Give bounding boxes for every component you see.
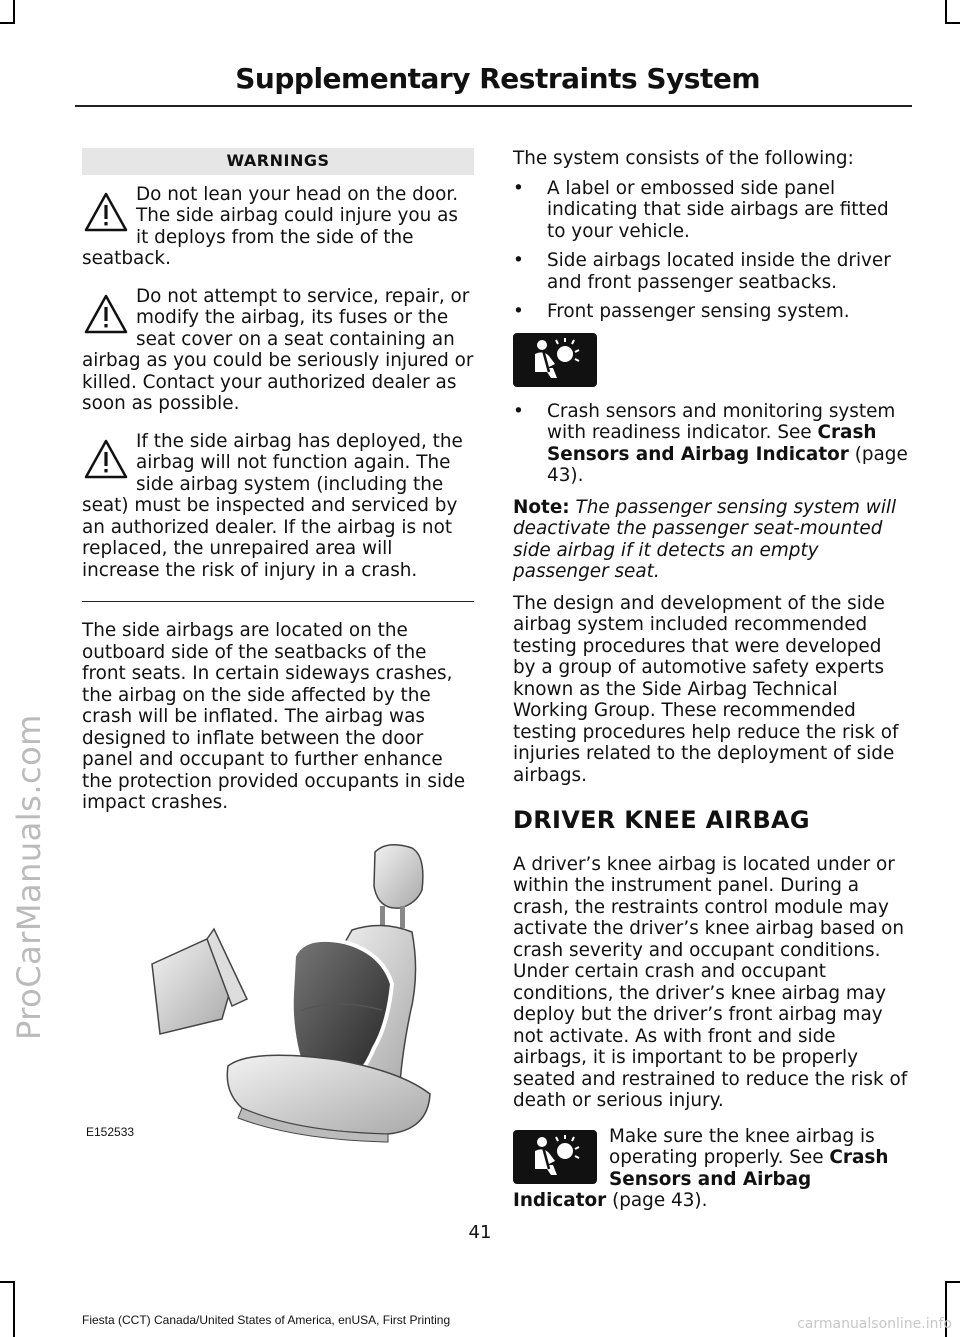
footer-watermark: carmanualsonline.info bbox=[797, 1316, 952, 1332]
system-intro: The system consists of the following: bbox=[513, 148, 854, 169]
seat-airbag-illustration bbox=[82, 834, 474, 1144]
design-paragraph: The design and development of the side airbag system included recommended testing procedures that were developed by a group of automotive safety experts known as the Side Airbag Technical Working Group. These recommended testing procedures help reduce the risk of injuries related to the deployment of side airbags. bbox=[513, 592, 899, 786]
list-item: • Crash sensors and monitoring system with readiness indicator. See Crash Sensors and Airbag Indicator (page 43). bbox=[513, 401, 908, 487]
crop-mark bbox=[945, 0, 947, 22]
list-item: • A label or embossed side panel indicating that side airbags are fitted to your vehicle. bbox=[513, 178, 908, 243]
page-title: Supplementary Restraints System bbox=[235, 62, 760, 95]
warning-triangle-icon bbox=[84, 439, 128, 483]
warning-text: If the side airbag has deployed, the airbag will not function again. The side airbag system (including the seat) must be inspected and serviced by an authorized dealer. If the airbag is not replaced, the unrepaired area will increase the risk of injury in a crash. bbox=[82, 430, 463, 581]
note-paragraph: Note: The passenger sensing system will deactivate the passenger seat-mounted side airbag if it detects an empty passenger seat. bbox=[513, 496, 897, 582]
knee-airbag-paragraph: A driver’s knee airbag is located under or within the instrument panel. During a crash, the restraints control module may activate the driver’s knee airbag based on crash severity and occupant conditions. Under certain crash and occupant conditions, the driver’s knee airbag may deploy but the driver’s front airbag may not activate. As with front and side airbags, it is important to be properly seated and restrained to reduce the risk of death or serious injury. bbox=[513, 853, 908, 1111]
list-item: • Front passenger sensing system. bbox=[513, 301, 908, 323]
side-airbag-paragraph: The side airbags are located on the outboard side of the seatbacks of the front seats. In certain sideways crashes, the airbag on the side affected by the crash will be inflated. The airbag was designed to inflate between the door panel and occupant to further enhance the protection provided occupants in side impact crashes. bbox=[82, 620, 466, 813]
warning-item bbox=[82, 286, 474, 415]
airbag-indicator-icon bbox=[513, 1130, 597, 1184]
warning-triangle-icon bbox=[84, 192, 128, 236]
crop-mark bbox=[945, 22, 960, 24]
crop-mark bbox=[13, 0, 15, 22]
warning-text: Do not lean your head on the door. The side airbag could injure you as it deploys from the side of the seatback. bbox=[82, 183, 459, 269]
warnings-heading: WARNINGS bbox=[82, 148, 474, 175]
warning-item bbox=[82, 184, 474, 270]
list-item: • Side airbags located inside the driver and front passenger seatbacks. bbox=[513, 250, 908, 293]
side-watermark: ProCarManuals.com bbox=[10, 714, 48, 1040]
warning-item bbox=[82, 431, 474, 582]
footer-text: Fiesta (CCT) Canada/United States of America, enUSA, First Printing bbox=[82, 1313, 451, 1327]
cross-reference-link[interactable]: Crash Sensors and Airbag Indicator bbox=[513, 1147, 889, 1211]
page-number: 41 bbox=[468, 1222, 492, 1243]
warning-triangle-icon bbox=[84, 294, 128, 338]
system-components-list bbox=[513, 178, 908, 323]
section-heading: DRIVER KNEE AIRBAG bbox=[513, 806, 810, 834]
right-column bbox=[513, 148, 908, 1212]
airbag-indicator-icon bbox=[513, 333, 597, 387]
crop-mark bbox=[13, 1281, 15, 1337]
crash-sensor-list bbox=[513, 401, 908, 487]
seat-illustration-graphic bbox=[82, 834, 474, 1144]
crop-mark bbox=[945, 1281, 960, 1283]
figure-code: E152533 bbox=[86, 1125, 135, 1139]
left-column bbox=[82, 148, 474, 1144]
knee-check-paragraph: Make sure the knee airbag is operating properly. See Crash Sensors and Airbag Indicator (page 43). bbox=[513, 1125, 889, 1211]
warnings-divider bbox=[82, 601, 474, 602]
crop-mark bbox=[0, 22, 15, 24]
header-rule bbox=[75, 105, 912, 107]
cross-reference-link[interactable]: Crash Sensors and Airbag Indicator bbox=[547, 422, 877, 465]
warning-text: Do not attempt to service, repair, or modify the airbag, its fuses or the seat cover on a seat containing an airbag as you could be seriously injured or killed. Contact your authorized dealer as soon as possible. bbox=[82, 285, 474, 414]
